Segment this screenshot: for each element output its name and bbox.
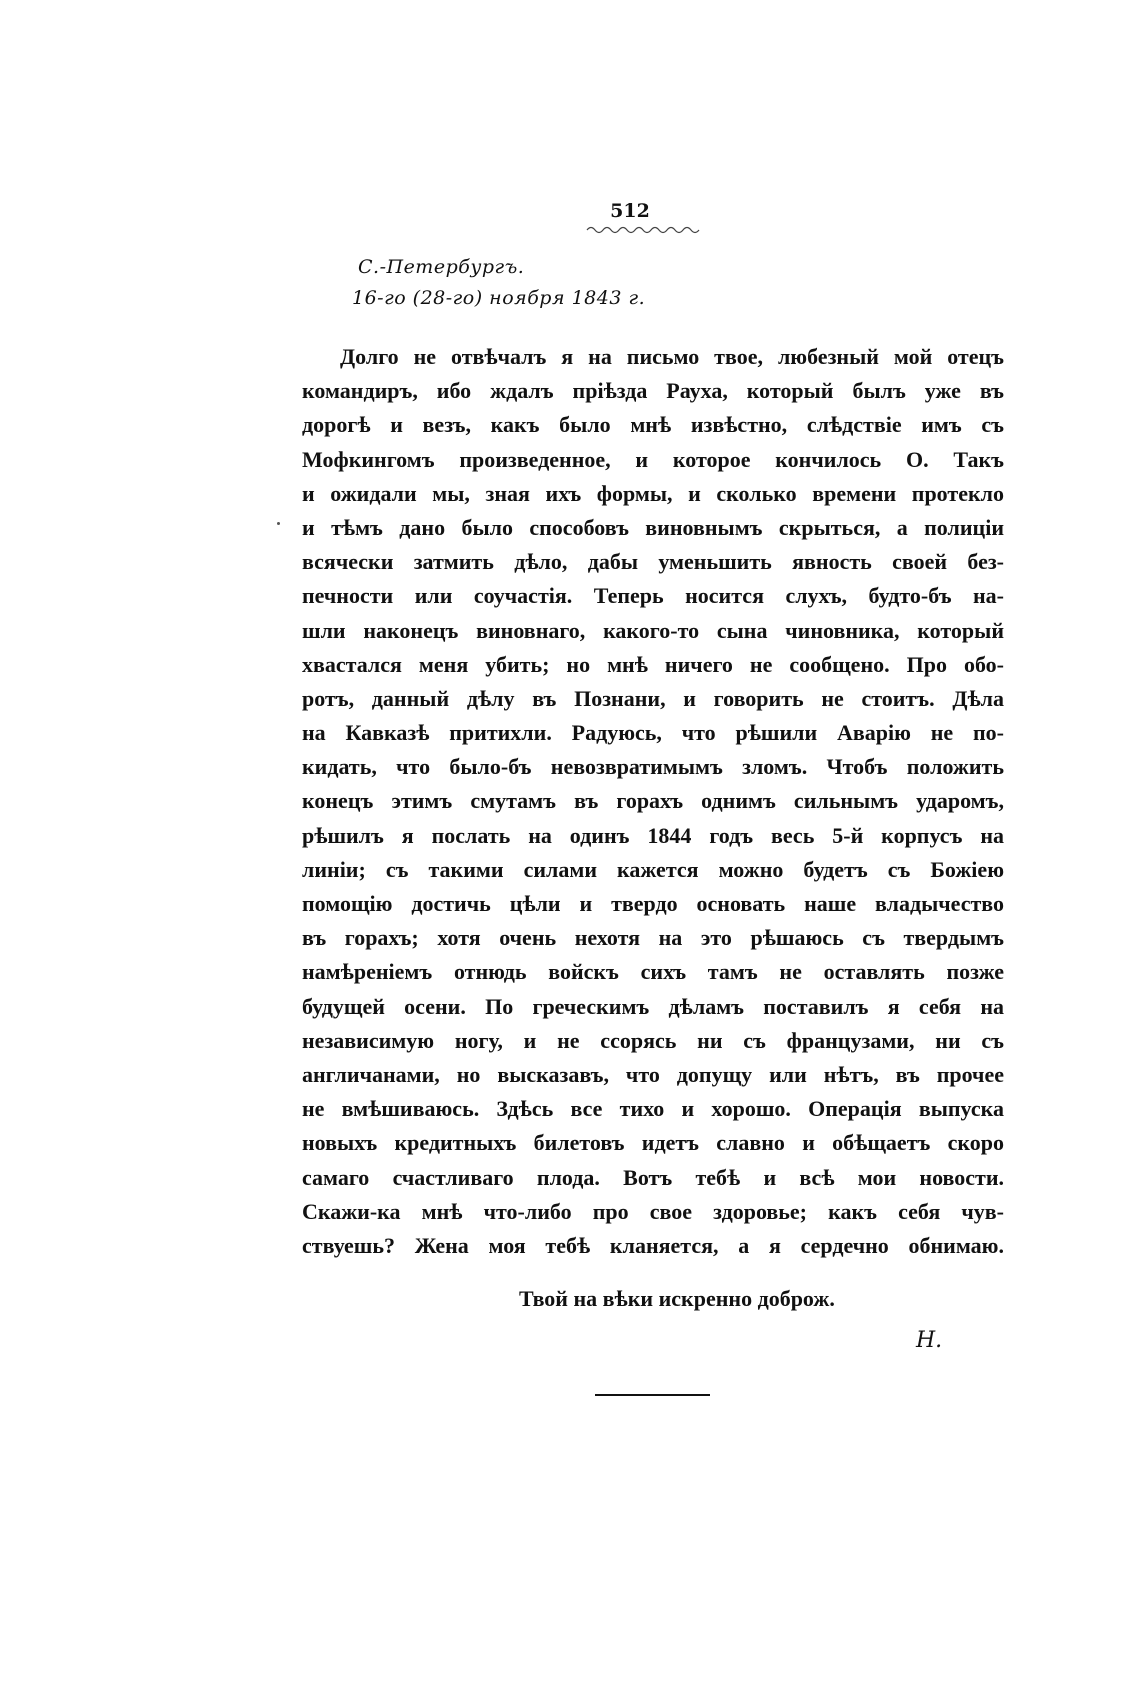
body-line: независимую ногу, и не ссорясь ни съ французами, ни съ: [302, 1027, 1004, 1053]
end-rule-divider: [595, 1394, 710, 1396]
body-line: командиръ, ибо ждалъ пріѣзда Рауха, который былъ уже въ: [302, 378, 1004, 404]
wavy-ornament-icon: [585, 222, 705, 236]
body-line: шли наконецъ виновнаго, какого-то сына чиновника, который: [302, 617, 1004, 643]
body-line: Скажи-ка мнѣ что-либо про свое здоровье; какъ себя чув-: [302, 1198, 1004, 1224]
letter-body: [302, 340, 1004, 1263]
body-line: и тѣмъ дано было способовъ виновнымъ скрыться, а полиціи: [302, 514, 1004, 540]
body-line: ротъ, данный дѣлу въ Познани, и говорить не стоитъ. Дѣла: [302, 685, 1004, 711]
margin-mark: [277, 522, 280, 525]
page-number: 512: [610, 200, 650, 222]
body-line: рѣшилъ я послать на одинъ 1844 годъ весь 5-й корпусъ на: [302, 822, 1004, 848]
body-line: въ горахъ; хотя очень нехотя на это рѣшаюсь съ твердымъ: [302, 925, 1004, 951]
body-line: и ожидали мы, зная ихъ формы, и сколько времени протекло: [302, 480, 1004, 506]
body-line: конецъ этимъ смутамъ въ горахъ однимъ сильнымъ ударомъ,: [302, 788, 1004, 814]
closing-salutation: Твой на вѣки искренно доброж.: [519, 1286, 835, 1311]
body-line: самаго счастливаго плода. Вотъ тебѣ и всѣ мои новости.: [302, 1164, 1004, 1190]
body-line: ствуешь? Жена моя тебѣ кланяется, а я сердечно обнимаю.: [302, 1232, 1004, 1258]
body-line: англичанами, но высказавъ, что допущу или нѣтъ, въ прочее: [302, 1061, 1004, 1087]
letter-place: С.-Петербургъ.: [358, 256, 525, 278]
body-line: помощію достичь цѣли и твердо основать наше владычество: [302, 891, 1004, 916]
body-line: Долго не отвѣчалъ я на письмо твое, любезный мой отецъ: [340, 344, 1004, 369]
signature-initial: Н.: [916, 1328, 943, 1353]
body-line: Мофкингомъ произведенное, и которое кончилось О. Такъ: [302, 446, 1004, 472]
body-line: намѣреніемъ отнюдь войскъ сихъ тамъ не оставлять позже: [302, 959, 1004, 985]
body-line: не вмѣшиваюсь. Здѣсь все тихо и хорошо. Операція выпуска: [302, 1096, 1004, 1122]
letter-date: 16-го (28-го) ноября 1843 г.: [352, 287, 646, 309]
letter-header: [352, 252, 646, 314]
body-line: кидать, что было-бъ невозвратимымъ зломъ. Чтобъ положить: [302, 754, 1004, 780]
body-line: будущей осени. По греческимъ дѣламъ поставилъ я себя на: [302, 993, 1004, 1019]
body-line: печности или соучастія. Теперь носится слухъ, будто-бъ на-: [302, 583, 1004, 609]
body-line: дорогѣ и везъ, какъ было мнѣ извѣстно, слѣдствіе имъ съ: [302, 412, 1004, 438]
body-line: на Кавказѣ притихли. Радуюсь, что рѣшили Аварію не по-: [302, 720, 1004, 746]
body-line: хвастался меня убить; но мнѣ ничего не сообщено. Про обо-: [302, 651, 1004, 677]
body-line: новыхъ кредитныхъ билетовъ идетъ славно и обѣщаетъ скоро: [302, 1130, 1004, 1156]
body-line: всячески затмить дѣло, дабы уменьшить явность своей без-: [302, 549, 1004, 575]
body-line: линіи; съ такими силами кажется можно будетъ съ Божіею: [302, 856, 1004, 882]
